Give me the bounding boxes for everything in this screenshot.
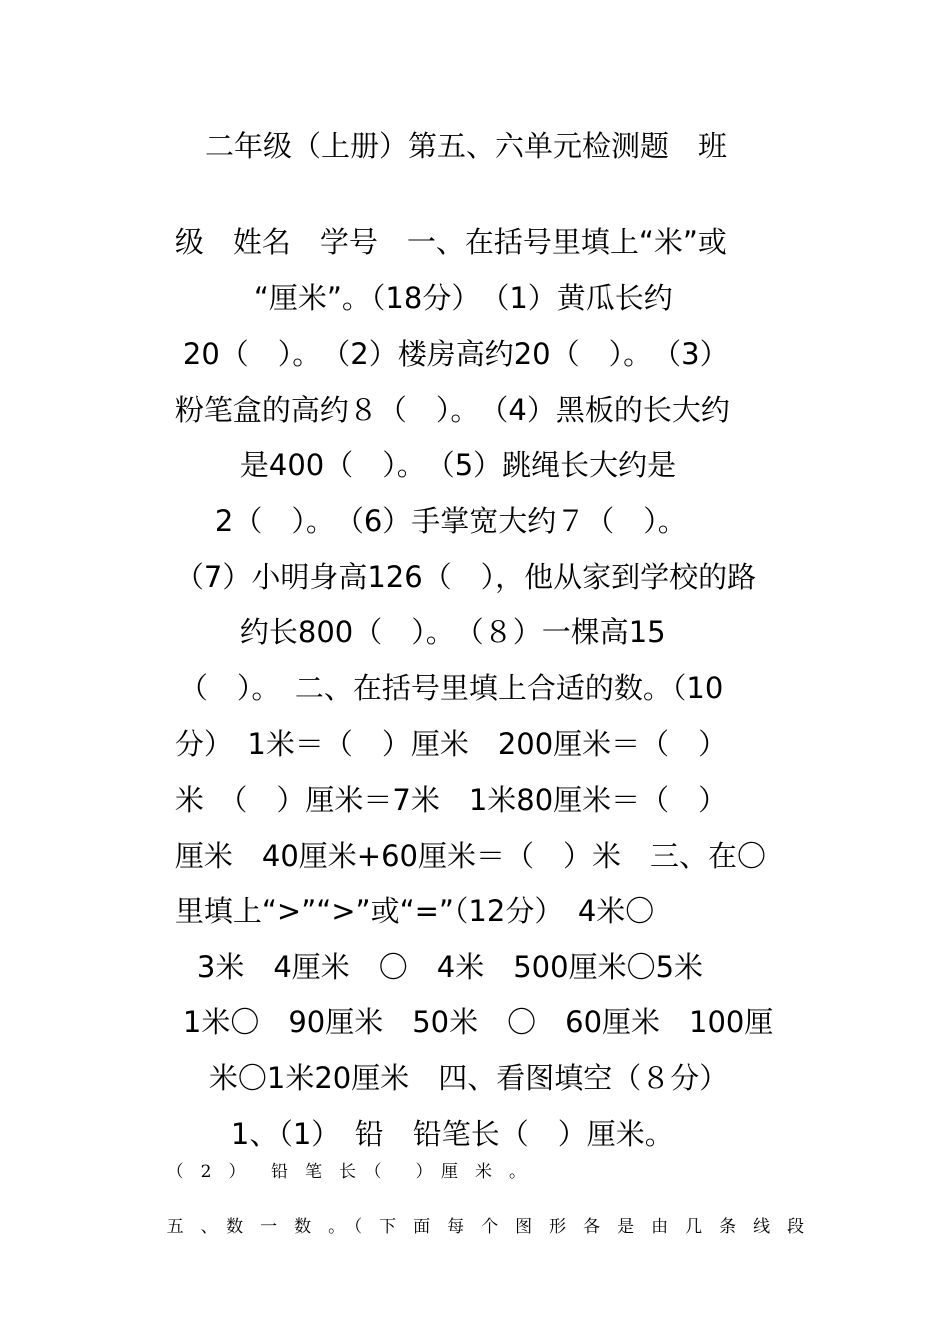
text-line-17-content: 米〇1米20厘米 四、看图填空（８分） bbox=[208, 1061, 729, 1095]
text-line-1 bbox=[205, 126, 815, 166]
text-line-1-content: 二年级（上册）第五、六单元检测题 班 bbox=[205, 129, 728, 163]
text-line-10-content: （ ）。 二、在括号里填上合适的数。（10 bbox=[178, 671, 724, 705]
text-line-6-content: 是400（ ）。 （5）跳绳长大约是 bbox=[239, 448, 677, 482]
text-line-9-content: 约长800（ ）。 （８）一棵高15 bbox=[239, 615, 666, 649]
text-line-11-content: 分） 1米＝（ ）厘米 200厘米＝（ ） bbox=[174, 727, 728, 761]
text-line-16-content: 1米〇 90厘米 50米 〇 60厘米 100厘 bbox=[182, 1005, 774, 1039]
small-text-line-2-content: 五 、 数 一 数 。 （ 下 面 每 个 图 形 各 是 由 几 条 线 段 bbox=[166, 1217, 805, 1237]
text-line-5-content: 粉笔盒的高约８（ ）。 （4）黑板的长大约 bbox=[174, 393, 730, 427]
text-line-7-content: 2（ ）。 （6）手掌宽大约７（ ）。 bbox=[214, 504, 687, 538]
text-line-3-content: “厘米”。（18分） （1）黄瓜长约 bbox=[253, 281, 673, 315]
text-line-14-content: 里填上“>”“>”或“=”（12分） 4米〇 bbox=[174, 894, 655, 928]
text-line-15-content: 3米 4厘米 〇 4米 500厘米〇5米 bbox=[196, 950, 704, 984]
text-line-8-content: （7）小明身高126（ ），他从家到学校的路 bbox=[174, 560, 757, 594]
text-line-12-content: 米 （ ）厘米＝7米 1米80厘米＝（ ） bbox=[174, 783, 728, 817]
small-text-line-1-content: （ 2 ） 铅 笔 长 （ ） 厘 米 。 bbox=[166, 1162, 526, 1182]
text-line-18-content: 1、（1） 铅 铅笔长（ ）厘米。 bbox=[230, 1117, 674, 1151]
text-line-2-content: 级 姓名 学号 一、在括号里填上“米”或 bbox=[174, 225, 727, 259]
small-text-line-2 bbox=[145, 1191, 804, 1263]
text-line-4-content: 20（ ）。 （2）楼房高约20（ ）。 （3） bbox=[182, 337, 729, 371]
text-line-13-content: 厘米 40厘米+60厘米＝（ ）米 三、在〇 bbox=[174, 839, 766, 873]
